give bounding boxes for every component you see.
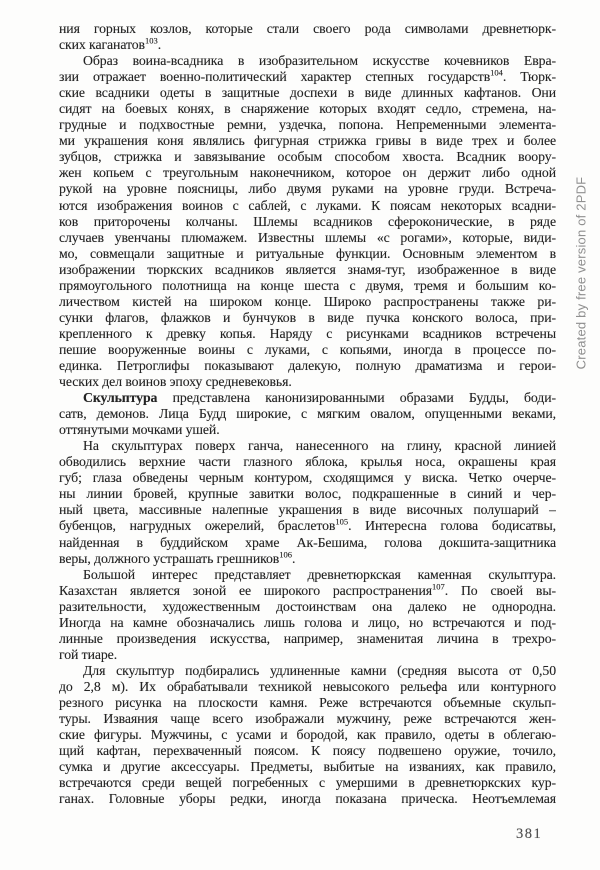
text-segment: губ; глаза обведены черным контуром, сходящимся у виска. Четко очерче- [59, 470, 556, 486]
text-line [59, 37, 556, 53]
text-segment: пешие вооруженные воины с луками, с копьями, иногда в процессе по- [59, 341, 556, 357]
text-line [59, 695, 556, 711]
text-segment: Большой интерес представляет древнетюркская каменная скульптура. [83, 566, 556, 582]
text-segment: ков приторочены колчаны. Шлемы всадников сфероконические, в ряде [59, 213, 556, 229]
page-number: 381 [516, 826, 543, 842]
text-segment: оттянутыми мочками ушей. [59, 422, 220, 438]
text-line [59, 518, 556, 534]
text-segment: встречаются среди вещей погребенных с умершими в древнетюркских кур- [59, 775, 556, 791]
text-segment: На скульптурах поверх ганча, нанесенного на глину, красной линией [83, 438, 556, 454]
text-line [59, 711, 556, 727]
footnote-reference: 104 [490, 69, 503, 78]
text-line [59, 214, 556, 230]
text-line [59, 342, 556, 358]
text-line [59, 791, 556, 807]
watermark-2pdf: Created by free version of 2PDF [573, 176, 589, 370]
text-segment: Иногда на камне обозначались лишь голова и лицо, но встречаются и под- [59, 614, 556, 630]
text-line [59, 551, 556, 567]
text-line [59, 567, 556, 583]
text-segment: гой тиаре. [59, 646, 118, 662]
text-line [59, 663, 556, 679]
text-line [59, 775, 556, 791]
text-line [59, 69, 556, 85]
text-line [59, 438, 556, 454]
text-line [59, 647, 556, 663]
text-segment: случаев увенчаны плюмажем. Известны шлемы «с рогами», которые, види- [59, 229, 556, 245]
text-segment: Для скульптур подбирались удлиненные камни (средняя высота от 0,50 [83, 662, 556, 678]
text-line [59, 149, 556, 165]
text-column [59, 21, 556, 807]
text-segment: сумка и другие аксессуары. Предметы, выбитые на изваниях, как правило, [59, 759, 556, 775]
text-segment: сатв, демонов. Лица Будд широкие, с мягким овалом, опущенными веками, [59, 406, 556, 422]
text-segment: ганах. Головные уборы редки, иногда показана прическа. Неотъемлемая [59, 791, 556, 807]
text-segment: зубцов, стрижка и завязывание особым способом хвоста. Всадник воору- [59, 149, 556, 165]
text-line [59, 727, 556, 743]
footnote-reference: 103 [144, 37, 158, 46]
text-line [59, 101, 556, 117]
text-segment: . Тюрк- [502, 69, 556, 85]
text-line [59, 294, 556, 310]
text-line [59, 759, 556, 775]
text-line [59, 679, 556, 695]
text-line [59, 230, 556, 246]
text-line [59, 198, 556, 214]
text-segment: обводились верхние части глазного яблока, крылья носа, окрашены края [59, 454, 556, 470]
text-segment: туры. Изваяния чаще всего изображали мужчину, реже встречаются жен- [59, 711, 556, 727]
text-line [59, 133, 556, 149]
text-segment: прямоугольного полотнища на конце шеста с двумя, тремя и большим ко- [59, 277, 556, 293]
text-line [59, 374, 556, 390]
text-segment: представлена канонизированными образами Будды, боди- [157, 390, 556, 406]
text-segment: ми украшения коня являлись фигурная стрижка гривы в виде трех и более [59, 133, 556, 149]
text-line [59, 53, 556, 69]
text-segment: ские фигуры. Мужчины, с усами и бородой, как правило, одеты в облегаю- [59, 727, 556, 743]
text-segment: ются изображения воинов с саблей, с луками. К поясам некоторых всадни- [59, 197, 556, 213]
text-line [59, 615, 556, 631]
text-segment: резного рисунка на плоскости камня. Реже встречаются объемные скульп- [59, 694, 556, 710]
text-line [59, 535, 556, 551]
text-segment: ческих дел воинов эпоху средневековья. [59, 374, 292, 390]
text-segment: грудные и подхвостные ремни, уздечка, попона. Непременными элемента- [59, 117, 556, 133]
text-line [59, 262, 556, 278]
text-segment: веры, должного устрашать грешников [59, 550, 280, 566]
text-line [59, 21, 556, 37]
text-segment: ские всадники одеты в защитные доспехи в виде длинных кафтанов. Они [59, 85, 556, 101]
text-segment: единка. Петроглифы показывают далекую, полную драматизма и герои- [59, 357, 556, 373]
text-segment: разительности, художественным достоинствам она далеко не однородна. [59, 598, 556, 614]
text-segment: щий кафтан, перехваченный поясом. К поясу подвешено оружие, точило, [59, 743, 556, 759]
text-segment: . По своей вы- [444, 582, 556, 598]
text-line [59, 326, 556, 342]
text-line [59, 117, 556, 133]
text-line [59, 406, 556, 422]
text-line [59, 743, 556, 759]
text-line [59, 181, 556, 197]
text-segment: Образ воина-всадника в изобразительном искусстве кочевников Евра- [83, 53, 556, 69]
text-segment: жен копьем с треугольным наконечником, которое он держит либо одной [59, 165, 556, 181]
text-segment: крепленного к древку копья. Наряду с рисунками всадников встречены [59, 325, 556, 341]
text-segment: сидят на боевых конях, в снаряжение которых входят седло, стремена, на- [59, 101, 556, 117]
text-segment: изображении тюркских всадников является знамя-туг, изображенное в виде [59, 261, 556, 277]
text-segment: личеством кистей на широком конце. Широко распространены также ри- [59, 293, 556, 309]
text-segment: найденная в буддийском храме Ак-Бешима, голова докшита-защитника [59, 534, 556, 550]
footnote-reference: 107 [432, 582, 445, 592]
text-segment: зии отражает военно-политический характер степных государств [59, 69, 491, 85]
footnote-reference: 105 [335, 518, 349, 527]
text-segment: линные произведения искусства, например, знаменитая личина в трехро- [59, 630, 556, 646]
text-segment: ны линии бровей, крупные завитки волос, подкрашенные в синий и чер- [59, 486, 556, 502]
text-segment: до 2,8 м). Их обрабатывали техникой невысокого рельефа или контурного [59, 678, 556, 694]
text-segment: . [157, 37, 162, 53]
text-segment: . [291, 550, 296, 566]
text-line [59, 246, 556, 262]
text-segment: бубенцов, нагрудных ожерелий, браслетов [59, 518, 336, 534]
text-segment: ских каганатов [59, 37, 145, 53]
text-line [59, 454, 556, 470]
text-line [59, 502, 556, 518]
text-line [59, 631, 556, 647]
text-line [59, 278, 556, 294]
text-segment: Скульптура [83, 390, 158, 406]
text-line [59, 486, 556, 502]
text-line [59, 599, 556, 615]
text-line [59, 358, 556, 374]
text-segment: Казахстан является зоной ее широкого распространения [59, 582, 432, 598]
text-segment: сунки флагов, флажков и бунчуков в виде пучка конского волоса, при- [59, 309, 556, 325]
text-segment: ный цвета, массивные налепные украшения в виде височных полушарий – [59, 502, 556, 518]
text-segment: рукой на уровне поясницы, либо двумя руками на уровне груди. Встреча- [59, 181, 556, 197]
text-line [59, 165, 556, 181]
text-line [59, 85, 556, 101]
text-line [59, 422, 556, 438]
text-segment: мо, совмещали защитные и ритуальные функции. Основным элементом в [59, 245, 556, 261]
text-line [59, 390, 556, 406]
text-segment: ния горных козлов, которые стали своего рода символами древнетюрк- [59, 21, 556, 36]
text-line [59, 470, 556, 486]
text-line [59, 310, 556, 326]
footnote-reference: 106 [279, 550, 292, 559]
text-line [59, 583, 556, 599]
text-segment: . Интересна голова бодисатвы, [348, 518, 556, 534]
